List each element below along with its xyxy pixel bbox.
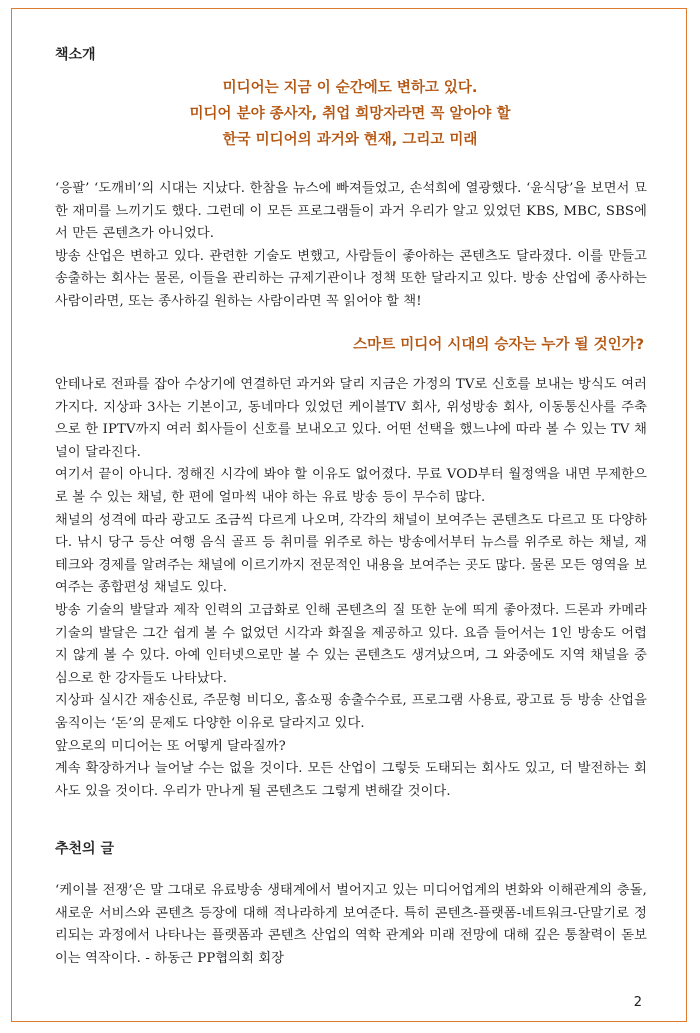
intro-body <box>55 178 647 314</box>
smart-media-paragraph-5: 지상파 실시간 재송신료, 주문형 비디오, 홈쇼핑 송출수수료, 프로그램 사용료, 광고료 등 방송 산업을 움직이는 ‘돈’의 문제도 다양한 이유로 달라지고 있다. <box>55 693 647 731</box>
headline-line-1: 미디어는 지금 이 순간에도 변하고 있다. <box>222 80 478 96</box>
smart-media-paragraph-4: 방송 기술의 발달과 제작 인력의 고급화로 인해 콘텐츠의 질 또한 눈에 띄게 좋아졌다. 드론과 카메라 기술의 발달은 그간 쉽게 볼 수 없었던 시각과 화질을 제공하고 있다. 요즘 들어서는 1인 방송도 어렵지 않게 볼 수 있다. 아예 인터넷으로만 볼 수 있는 콘텐츠도 생겨났으며, 그 와중에도 지역 채널을 중심으로 한 강자들도 나타났다. <box>55 602 647 686</box>
recommendation-body <box>55 880 647 970</box>
headline-line-2: 미디어 분야 종사자, 취업 희망자라면 꼭 알아야 할 <box>189 106 511 122</box>
recommendation-section-title: 추천의 글 <box>55 841 114 857</box>
intro-paragraph-1: ‘응팔’ ‘도깨비’의 시대는 지났다. 한참을 뉴스에 빠져들었고, 손석희에 열광했다. ‘윤식당’을 보면서 묘한 재미를 느끼기도 했다. 그런데 이 모든 프로그램들이 과거 우리가 알고 있었던 KBS, MBC, SBS에서 만든 콘텐츠가 아니었다. <box>55 181 647 242</box>
smart-media-paragraph-1: 안테나로 전파를 잡아 수상기에 연결하던 과거와 달리 지금은 가정의 TV로 신호를 보내는 방식도 여러 가지다. 지상파 3사는 기본이고, 동네마다 있었던 케이블TV 회사, 위성방송 회사, 이동통신사를 주축으로 한 IPTV까지 여러 회사들이 신호를 보내오고 있다. 어떤 선택을 했느냐에 따라 볼 수 있는 TV 채널이 달라진다. <box>55 377 647 460</box>
page-number: 2 <box>633 995 642 1010</box>
smart-media-paragraph-2: 여기서 끝이 아니다. 정해진 시각에 봐야 할 이유도 없어졌다. 무료 VOD부터 월정액을 내면 무제한으로 볼 수 있는 채널, 한 편에 얼마씩 내야 하는 유료 방송 등이 무수히 많다. <box>55 467 647 505</box>
smart-media-body <box>55 374 647 803</box>
smart-media-paragraph-6: 앞으로의 미디어는 또 어떻게 달라질까? <box>55 738 286 754</box>
intro-section-title: 책소개 <box>55 47 96 63</box>
headline-line-3: 한국 미디어의 과거와 현재, 그리고 미래 <box>222 132 478 148</box>
smart-media-paragraph-3: 채널의 성격에 따라 광고도 조금씩 다르게 나오며, 각각의 채널이 보여주는 콘텐츠도 다르고 또 다양하다. 낚시 당구 등산 여행 음식 골프 등 취미를 위주로 하는 방송에서부터 뉴스를 위주로 하는 채널, 재테크와 경제를 알려주는 채널에 이르기까지 전문적인 내용을 보여주는 곳도 많다. 물론 모든 영역을 보여주는 종합편성 채널도 있다. <box>55 512 647 596</box>
intro-paragraph-2: 방송 산업은 변하고 있다. 관련한 기술도 변했고, 사람들이 좋아하는 콘텐츠도 달라졌다. 이를 만들고 송출하는 회사는 물론, 이들을 관리하는 규제기관이나 정책 또한 달라지고 있다. 방송 산업에 종사하는 사람이라면, 또는 종사하길 원하는 사람이라면 꼭 읽어야 할 책! <box>55 248 647 309</box>
smart-media-paragraph-7: 계속 확장하거나 늘어날 수는 없을 것이다. 모든 산업이 그렇듯 도태되는 회사도 있고, 더 발전하는 회사도 있을 것이다. 우리가 만나게 될 콘텐츠도 그렇게 변해갈 것이다. <box>55 761 647 799</box>
recommendation-paragraph-1: ‘케이블 전쟁’은 말 그대로 유료방송 생태계에서 벌어지고 있는 미디어업계의 변화와 이해관계의 충돌, 새로운 서비스와 콘텐츠 등장에 대해 적나라하게 보여준다. 특히 콘텐츠-플랫폼-네트워크-단말기로 정리되는 과정에서 나타나는 플랫폼과 콘텐츠 산업의 역학 관계와 미래 전망에 대해 깊은 통찰력이 돋보이는 역작이다. - 하동근 PP협의회 회장 <box>55 883 647 966</box>
smart-media-subheading: 스마트 미디어 시대의 승자는 누가 될 것인가? <box>353 337 644 353</box>
